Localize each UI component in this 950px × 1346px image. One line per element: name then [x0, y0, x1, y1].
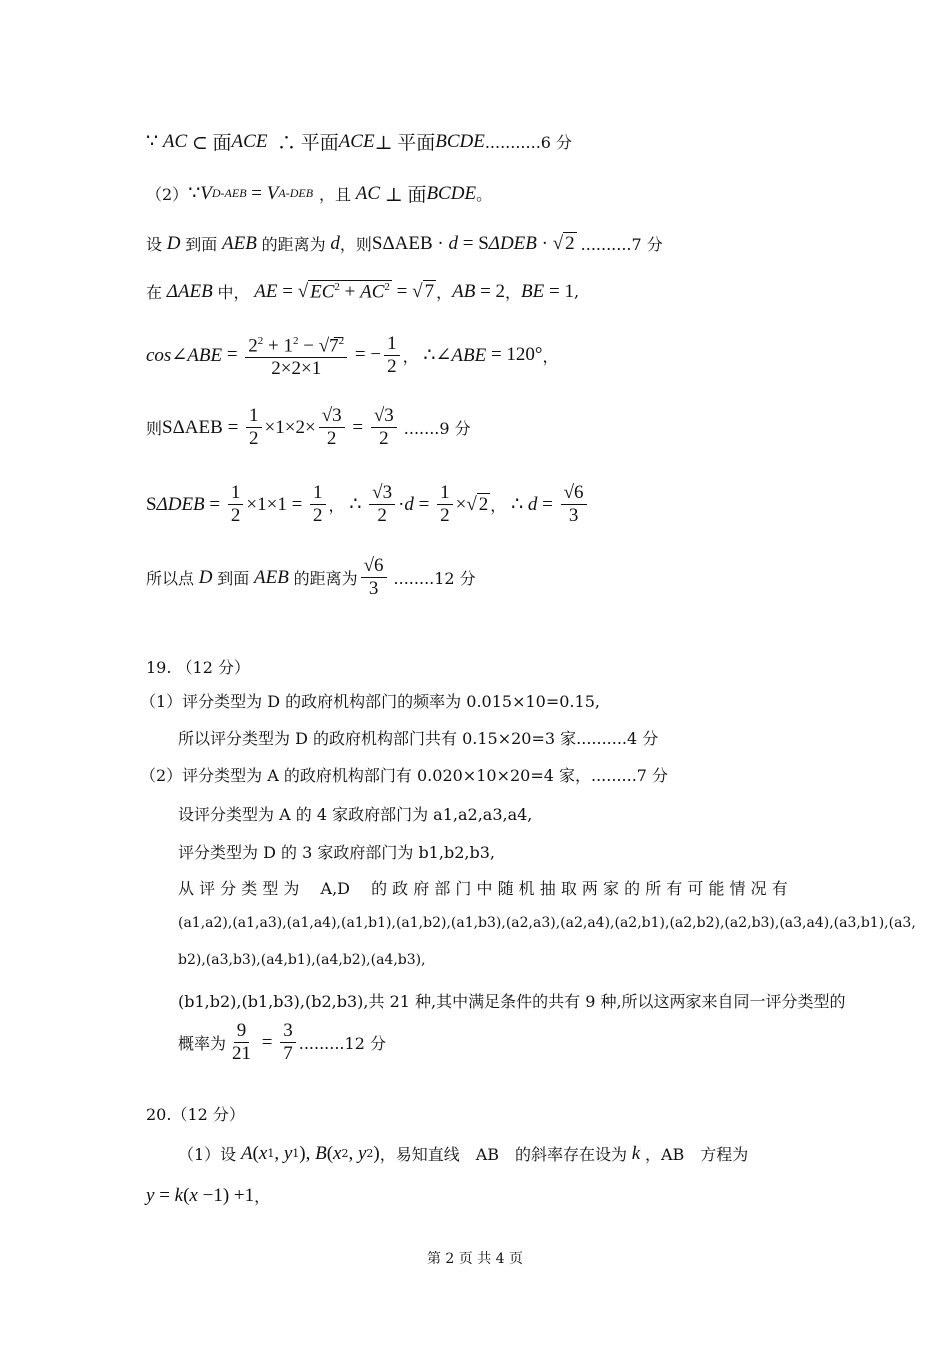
q20-part1-b: y = k ( x −1) +1 ，	[146, 1184, 271, 1206]
q19-part2-c: 从 评 分 类 型 为 A,D 的 政 府 部 门 中 随 机 抽 取 两 家 的 所 有 可 能 情 况 有	[178, 879, 788, 898]
q19-part2-d: (a1,a2),(a1,a3),(a1,a4),(a1,b1),(a1,b2),(a1,b3),(a2,a3),(a2,a4),(a2,b1),(a2,b2),(a2,b3),(a3,a4),(a3,b1),(a3,	[178, 915, 916, 931]
proof-line-6: 则 S ΔAEB = $\frac{1}{2}$ ×1×2× $\frac{√3}{2}$ = $\frac{√3}{2}$ .......9 分	[146, 405, 471, 449]
proof-line-3: 设 D 到面 AEB 的距离为 d ，则 S ΔAEB · d = S ΔDEB · √ 2 ..........7 分	[146, 232, 663, 254]
proof-line-2: （2） ∵ V D-AEB = V A-DEB ，且 AC ⊥ 面 BCDE 。	[146, 182, 493, 206]
q19-part2-a: 设评分类型为 A 的 4 家政府部门为 a1,a2,a3,a4,	[178, 805, 533, 824]
q19-heading: 19. （12 分）	[146, 658, 250, 677]
q19-part1: （1）评分类型为 D 的政府机构部门的频率为 0.015×10=0.15,	[140, 692, 600, 711]
q19-part2-f: (b1,b2),(b1,b3),(b2,b3),共 21 种,其中满足条件的共有 9 种,所以这两家来自同一评分类型的	[178, 992, 846, 1011]
q20-part1: （1）设 A ( x 1 , y 1 ), B ( x 2 , y 2 ) ，易知直线 AB 的斜率存在设为 k ，AB 方程为	[178, 1142, 749, 1164]
proof-line-4: 在 ΔAEB 中， AE = √ $EC^2 + AC^2$ = √ 7 ， AB = 2 ， BE = 1 ,	[146, 280, 580, 303]
q19-part1b: 所以评分类型为 D 的政府机构部门共有 0.15×20=3 家..........4 分	[178, 729, 659, 748]
score-9: .......9 分	[403, 419, 471, 438]
q19-part2-b: 评分类型为 D 的 3 家政府部门为 b1,b2,b3,	[178, 843, 495, 862]
proof-line-1: ∵ AC ⊂ 面 ACE ∴ 平面 ACE ⊥ 平面 BCDE ...........6 分	[146, 130, 573, 154]
score-6: ...........6 分	[484, 133, 573, 152]
proof-line-8: 所以点 D 到面 AEB 的距离为 $\frac{√6}{3}$ ........12 分	[146, 555, 476, 599]
proof-line-7: S ΔDEB = $\frac{1}{2}$ ×1×1 = $\frac{1}{2}$ ， ∴ $\frac{√3}{2}$ · d = $\frac{1}{2}$ × √ 2 ， ∴ d = $\frac{√6}{3}$	[146, 482, 590, 527]
score-12: ........12 分	[393, 569, 476, 588]
page-footer: 第 2 页 共 4 页	[426, 1251, 524, 1267]
q20-heading: 20.（12 分）	[146, 1105, 245, 1124]
proof-line-5: cos∠ABE = $\frac{2^2 + 1^2 - √7̅^2}{2\times 2\times 1}$ = − $\frac{1}{2}$ ， ∴ ∠ABE = 120° ，	[146, 330, 559, 380]
q19-part2: （2）评分类型为 A 的政府机构部门有 0.020×10×20=4 家，.........7 分	[140, 766, 669, 785]
q19-part2-g: 概率为 $\frac{9}{21}$ = $\frac{3}{7}$ .........12 分	[178, 1020, 386, 1064]
q19-part2-e: b2),(a3,b3),(a4,b1),(a4,b2),(a4,b3),	[178, 952, 426, 968]
